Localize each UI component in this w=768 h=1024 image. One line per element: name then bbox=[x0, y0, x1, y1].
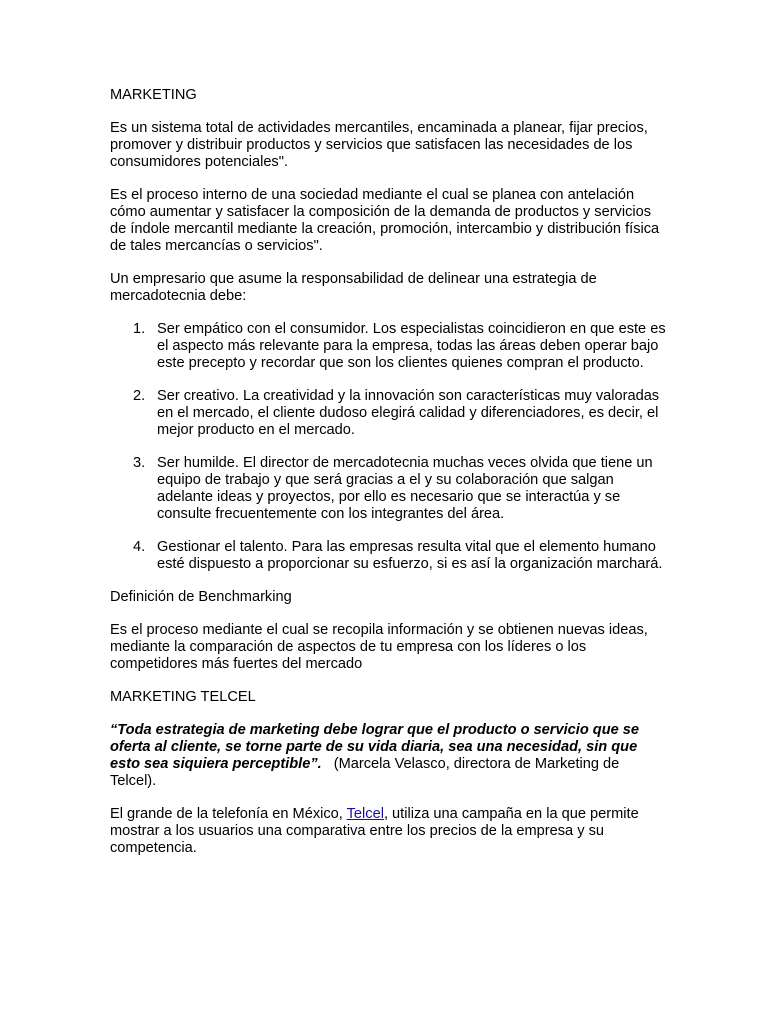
list-item-text: Ser humilde. El director de mercadotecnia muchas veces olvida que tiene un equipo de trabajo y que será gracias a el y su colaboración que salgan adelante ideas y proyectos, por ello es necesario que se interactúa y se consulte frecuentemente con los integrantes del área. bbox=[157, 455, 653, 522]
quote-attribution: (Marcela Velasco, directora de Marketing de Telcel). bbox=[110, 756, 620, 789]
list-item-number: 2. bbox=[133, 388, 146, 404]
paragraph-intro-list: Un empresario que asume la responsabilidad de delinear una estrategia de mercadotecnia debe: bbox=[110, 271, 597, 304]
list-item-text: Ser empático con el consumidor. Los especialistas coincidieron en que este es el aspecto más relevante para la empresa, todas las áreas deben operar bajo este precepto y recordar que son los clientes quienes compran el producto. bbox=[157, 321, 666, 371]
heading-marketing-telcel: MARKETING TELCEL bbox=[110, 689, 256, 705]
paragraph-definition-1: Es un sistema total de actividades mercantiles, encaminada a planear, fijar precios, promover y distribuir productos y servicios que satisfacen las necesidades de los consumidores potenciales". bbox=[110, 120, 648, 170]
paragraph-quote bbox=[110, 722, 668, 790]
paragraph-definition-2: Es el proceso interno de una sociedad mediante el cual se planea con antelación cómo aumentar y satisfacer la composición de la demanda de productos y servicios de índole mercantil mediante la creación, promoción, intercambio y distribución física de tales mercancías o servicios". bbox=[110, 187, 660, 254]
paragraph-telcel bbox=[110, 806, 668, 857]
list-item bbox=[110, 321, 668, 372]
list-item-text: Ser creativo. La creatividad y la innovación son características muy valoradas en el mercado, el cliente dudoso elegirá calidad y diferenciadores, es decir, el mejor producto en el mercado. bbox=[157, 388, 660, 438]
list-item bbox=[110, 455, 668, 523]
numbered-list bbox=[110, 321, 668, 573]
list-item-number: 3. bbox=[133, 455, 146, 471]
list-item-text: Gestionar el talento. Para las empresas resulta vital que el elemento humano esté dispuesto a proporcionar su esfuerzo, si es así la organización marchará. bbox=[157, 539, 663, 572]
list-item bbox=[110, 539, 668, 573]
quote-text: “Toda estrategia de marketing debe lograr que el producto o servicio que se oferta al cliente, se torne parte de su vida diaria, sea una necesidad, sin que esto sea siquiera perceptible”. bbox=[110, 722, 640, 772]
heading-benchmarking: Definición de Benchmarking bbox=[110, 589, 292, 605]
heading-marketing: MARKETING bbox=[110, 87, 197, 103]
telcel-text-after: , utiliza una campaña en la que permite mostrar a los usuarios una comparativa entre los precios de la empresa y su competencia. bbox=[110, 806, 639, 856]
telcel-link[interactable]: Telcel bbox=[346, 806, 384, 822]
list-item-number: 4. bbox=[133, 539, 146, 555]
list-item bbox=[110, 388, 668, 439]
telcel-text-before: El grande de la telefonía en México, bbox=[110, 806, 347, 822]
paragraph-benchmarking: Es el proceso mediante el cual se recopila información y se obtienen nuevas ideas, mediante la comparación de aspectos de tu empresa con los líderes o los competidores más fuertes del mercado bbox=[110, 622, 648, 672]
list-item-number: 1. bbox=[133, 321, 146, 337]
